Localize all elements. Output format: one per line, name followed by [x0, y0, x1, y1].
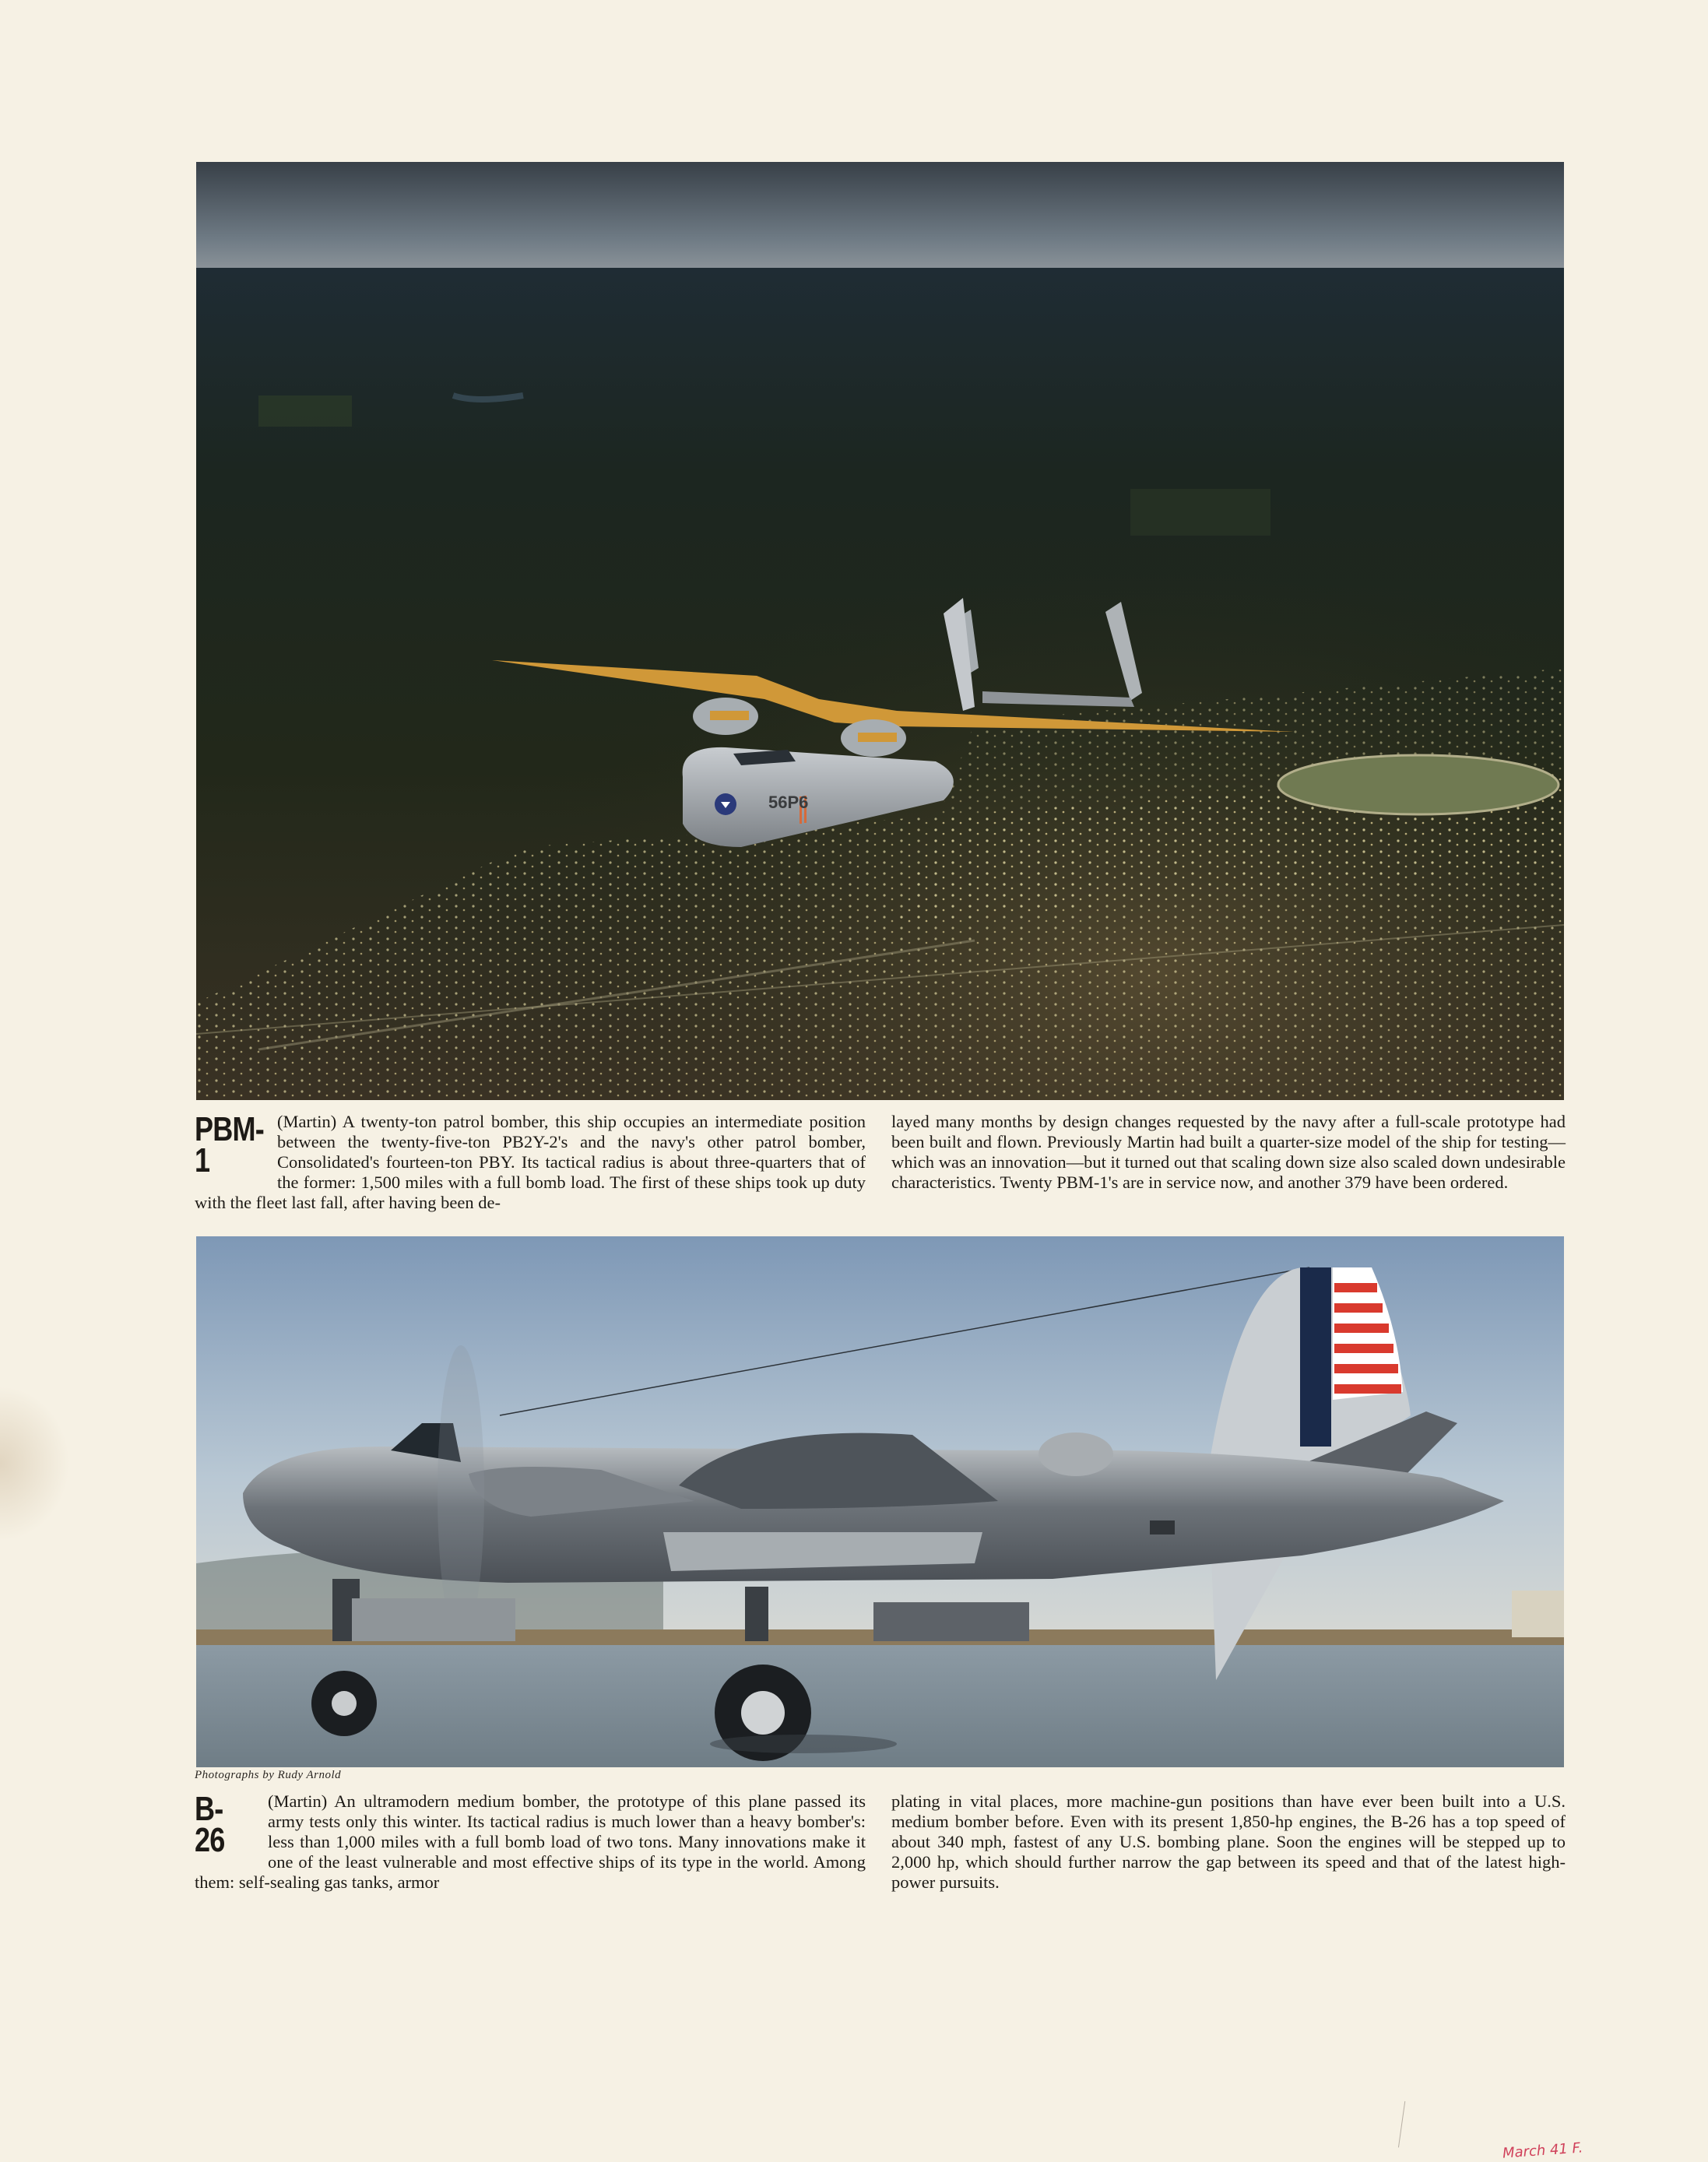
pbm-1-caption-right: layed many months by design changes requested by the navy after a full-scale prototype had been built and flown. Previously Martin had built a quarter-size model of the ship for testing—which was an innovation—but it turned out that scaling down size also scaled down undesirable characteristics. Twenty PBM-1's are in service now, and another 379 have been ordered. — [891, 1112, 1566, 1192]
pbm-1-tag: PBM-1 — [195, 1110, 264, 1179]
b-26-photo — [196, 1236, 1564, 1767]
pbm-1-photo — [196, 162, 1564, 1100]
b-26-tag: B-26 — [195, 1790, 225, 1859]
hull-marking: 56P6 — [768, 793, 809, 812]
photo-credit: Photographs by Rudy Arnold — [195, 1769, 342, 1781]
page-stain — [0, 1386, 70, 1542]
b-26-text-left: (Martin) An ultramodern medium bomber, the prototype of this plane passed its army tests only this winter. Its tactical radius is much lower than a heavy bomber's: less than 1,000 miles with a full bomb load of two tons. Many innovations make it one of the least vulnerable and most effective ships of its type in the world. Among them: self-sealing gas tanks, armor — [195, 1791, 866, 1892]
pbm-1-text-left: (Martin) A twenty-ton patrol bomber, this ship occupies an intermediate position between the twenty-five-ton PB2Y-2's and the navy's other patrol bomber, Consolidated's fourteen-ton PBY. Its tactical radius is about three-quarters that of the former: 1,500 miles with a full bomb load. The first of these ships took up duty with the fleet last fall, after having been de- — [195, 1112, 866, 1212]
b-26-caption-right: plating in vital places, more machine-gun positions than have ever been built into a U.S. medium bomber before. Even with its present 1,850-hp engines, the B-26 has a top speed of about 340 mph, fastest of any U.S. bombing plane. Soon the engines will be stepped up to 2,000 hp, which should further narrow the gap between its speed and that of the latest high-power pursuits. — [891, 1791, 1566, 1892]
handwritten-annotation: March 41 F. — [1502, 2139, 1583, 2162]
ink-mark — [1398, 2101, 1421, 2150]
pbm-1-caption-left — [195, 1112, 866, 1213]
b-26-caption-left — [195, 1791, 866, 1893]
